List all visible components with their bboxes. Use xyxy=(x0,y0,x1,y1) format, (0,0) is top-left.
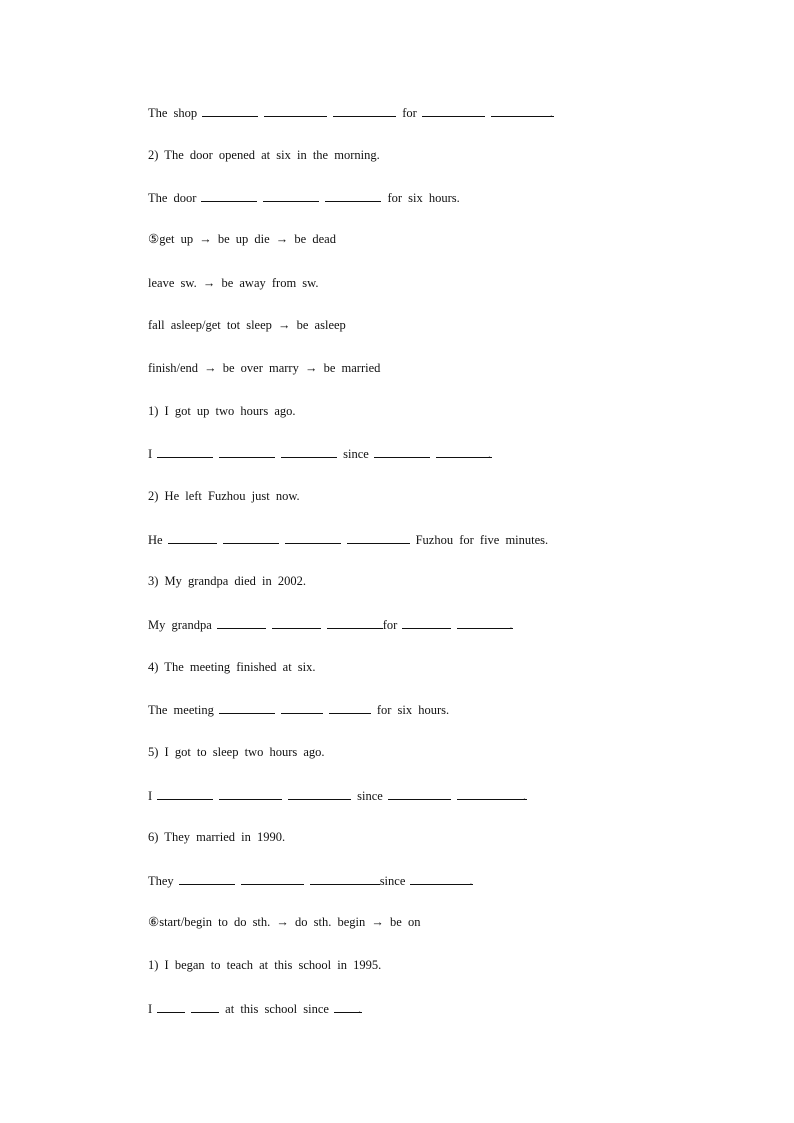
document-line xyxy=(148,444,496,462)
document-line xyxy=(148,572,311,590)
fill-in-blank[interactable] xyxy=(223,530,279,544)
line-text: They xyxy=(148,874,174,888)
line-text: since xyxy=(343,447,369,461)
document-line xyxy=(148,146,385,164)
fill-in-blank[interactable] xyxy=(168,530,217,544)
line-text: I xyxy=(148,1002,153,1016)
document-line xyxy=(148,743,330,761)
document-line xyxy=(148,230,341,248)
document-line xyxy=(148,487,305,505)
fill-in-blank[interactable] xyxy=(281,444,337,458)
fill-in-blank[interactable] xyxy=(374,444,430,458)
line-text: finish/end → be over marry → be married xyxy=(148,361,381,375)
line-text: The meeting xyxy=(148,703,214,717)
fill-in-blank[interactable] xyxy=(179,871,235,885)
line-text: . xyxy=(549,106,553,120)
fill-in-blank[interactable] xyxy=(217,615,266,629)
fill-in-blank[interactable] xyxy=(157,786,213,800)
document-line xyxy=(148,913,425,931)
line-text: 1) I got up two hours ago. xyxy=(148,404,296,418)
fill-in-blank[interactable] xyxy=(329,700,371,714)
line-text: leave sw. → be away from sw. xyxy=(148,276,319,290)
document-line xyxy=(148,402,301,420)
fill-in-blank[interactable] xyxy=(491,103,554,117)
fill-in-blank[interactable] xyxy=(157,444,213,458)
document-line xyxy=(148,316,351,334)
fill-in-blank[interactable] xyxy=(219,444,275,458)
line-text: The shop xyxy=(148,106,198,120)
line-text: for xyxy=(382,618,398,632)
fill-in-blank[interactable] xyxy=(310,871,380,885)
fill-in-blank[interactable] xyxy=(219,700,275,714)
fill-in-blank[interactable] xyxy=(410,871,473,885)
document-line xyxy=(148,103,558,121)
line-text: The door xyxy=(148,191,197,205)
line-text: . xyxy=(469,874,473,888)
line-text: for six hours. xyxy=(387,191,460,205)
fill-in-blank[interactable] xyxy=(347,530,410,544)
fill-in-blank[interactable] xyxy=(264,103,327,117)
document-line xyxy=(148,871,478,889)
line-text: 5) I got to sleep two hours ago. xyxy=(148,745,325,759)
line-text: My grandpa xyxy=(148,618,212,632)
line-text: Fuzhou for five minutes. xyxy=(415,533,549,547)
fill-in-blank[interactable] xyxy=(422,103,485,117)
line-text: I xyxy=(148,789,153,803)
line-text: ⑥start/begin to do sth. → do sth. begin → be on xyxy=(148,915,421,929)
fill-in-blank[interactable] xyxy=(325,188,381,202)
line-text: I xyxy=(148,447,153,461)
document-line xyxy=(148,274,324,292)
line-text: 3) My grandpa died in 2002. xyxy=(148,574,307,588)
line-text: 2) He left Fuzhou just now. xyxy=(148,489,300,503)
fill-in-blank[interactable] xyxy=(436,444,492,458)
line-text: 1) I began to teach at this school in 1995. xyxy=(148,958,382,972)
fill-in-blank[interactable] xyxy=(457,786,527,800)
line-text: . xyxy=(522,789,526,803)
line-text: for six hours. xyxy=(376,703,450,717)
line-text: . xyxy=(509,618,513,632)
fill-in-blank[interactable] xyxy=(288,786,351,800)
document-line xyxy=(148,530,553,548)
document-line xyxy=(148,658,321,676)
fill-in-blank[interactable] xyxy=(263,188,319,202)
fill-in-blank[interactable] xyxy=(272,615,321,629)
document-line xyxy=(148,188,465,206)
fill-in-blank[interactable] xyxy=(219,786,282,800)
document-line xyxy=(148,700,454,718)
line-text: fall asleep/get tot sleep → be asleep xyxy=(148,318,346,332)
fill-in-blank[interactable] xyxy=(457,615,513,629)
line-text: ⑤get up → be up die → be dead xyxy=(148,232,336,246)
line-text: since xyxy=(379,874,406,888)
fill-in-blank[interactable] xyxy=(333,103,396,117)
document-line xyxy=(148,786,531,804)
line-text: 4) The meeting finished at six. xyxy=(148,660,316,674)
fill-in-blank[interactable] xyxy=(157,999,185,1013)
line-text: He xyxy=(148,533,163,547)
fill-in-blank[interactable] xyxy=(327,615,383,629)
document-line xyxy=(148,828,290,846)
fill-in-blank[interactable] xyxy=(191,999,219,1013)
line-text: . xyxy=(487,447,491,461)
line-text: since xyxy=(357,789,383,803)
line-text: . xyxy=(357,1002,362,1016)
line-text: at this school since xyxy=(225,1002,329,1016)
document-line xyxy=(148,956,386,974)
fill-in-blank[interactable] xyxy=(202,103,258,117)
document-line xyxy=(148,999,366,1017)
line-text: for xyxy=(402,106,417,120)
document-line xyxy=(148,359,385,377)
fill-in-blank[interactable] xyxy=(402,615,451,629)
fill-in-blank[interactable] xyxy=(201,188,257,202)
document-line xyxy=(148,615,517,633)
fill-in-blank[interactable] xyxy=(281,700,323,714)
line-text: 2) The door opened at six in the morning. xyxy=(148,148,380,162)
fill-in-blank[interactable] xyxy=(241,871,304,885)
line-text: 6) They married in 1990. xyxy=(148,830,286,844)
fill-in-blank[interactable] xyxy=(388,786,451,800)
fill-in-blank[interactable] xyxy=(285,530,341,544)
